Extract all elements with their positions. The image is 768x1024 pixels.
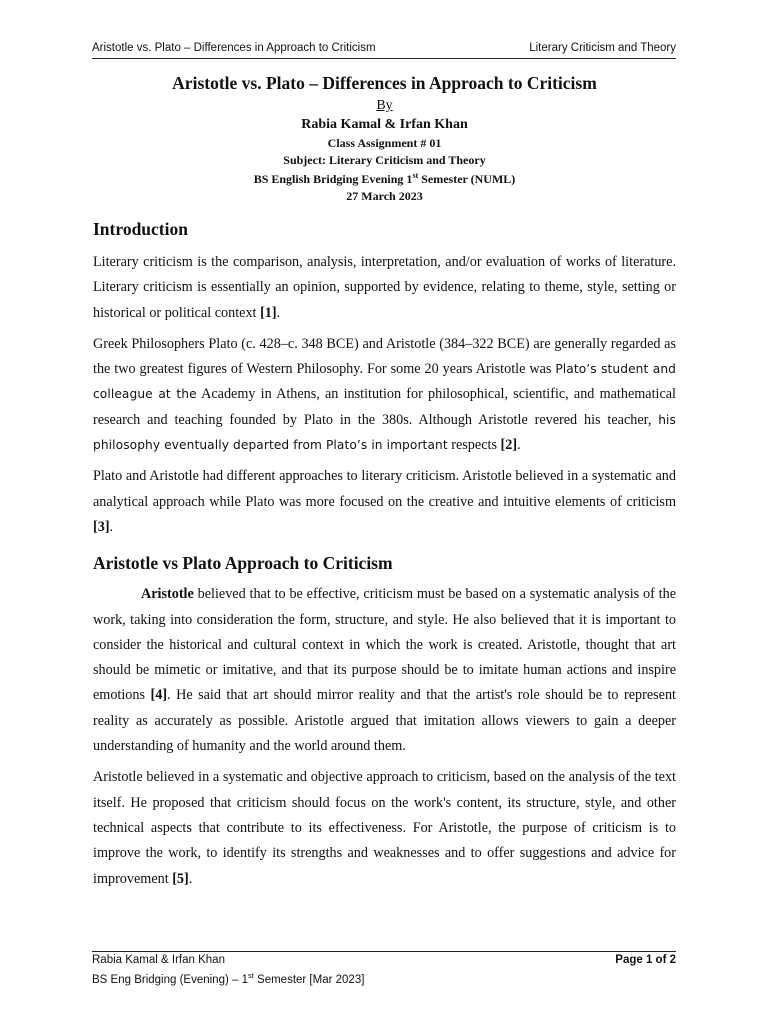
document-body (93, 68, 676, 892)
header-left-title: Aristotle vs. Plato – Differences in Approach to Criticism (92, 42, 376, 54)
approach-paragraph-1: Aristotle believed that to be effective, criticism must be based on a systematic analysis of the work, taking into consideration the form, structure, and style. He also believed that it is important to consider the historical and cultural context in which the work is created. Aristotle, thought that art should be mimetic or imitative, and that its purpose should be to imitate human actions and inspire emotions [4]. He said that art should mirror reality and that the artist's role should be to represent reality as accurately as possible. Aristotle argued that imitation allows viewers to gain a deeper understanding of humanity and the world around them. (93, 586, 676, 755)
approach-paragraph-2: Aristotle believed in a systematic and objective approach to criticism, based on the analysis of the text itself. He proposed that criticism should focus on the work's content, its structure, style, and other technical aspects that contribute to its effectiveness. For Aristotle, the purpose of criticism is to improve the work, to identify its strengths and weaknesses and to offer suggestions and advice for improvement [5]. (93, 769, 676, 887)
assignment-number: Class Assignment # 01 (327, 136, 442, 150)
citation-2: [2] (500, 437, 518, 454)
intro-heading: Introduction (93, 219, 188, 239)
citation-3: [3] (93, 518, 110, 535)
header-divider (92, 58, 676, 59)
footer-program: BS Eng Bridging (Evening) – 1st Semester [Mar 2023] (92, 971, 365, 986)
intro-paragraph-3: Plato and Aristotle had different approaches to literary criticism. Aristotle believed in a systematic and analytical approach while Plato was more focused on the creative and intuitive elements of criticism [3]. (93, 468, 676, 535)
citation-1: [1] (260, 304, 277, 321)
page-number: Page 1 of 2 (615, 954, 676, 966)
authors: Rabia Kamal & Irfan Khan (301, 117, 468, 132)
program-line: BS English Bridging Evening 1st Semester (NUML) (253, 171, 516, 186)
header-right-subject: Literary Criticism and Theory (529, 42, 676, 54)
page-header (92, 40, 676, 58)
by-line: By (376, 98, 393, 113)
date-line: 27 March 2023 (346, 188, 423, 203)
citation-4: [4] (150, 687, 168, 704)
citation-5: [5] (172, 870, 189, 887)
subject-line: Subject: Literary Criticism and Theory (283, 152, 486, 167)
footer-authors: Rabia Kamal & Irfan Khan (92, 954, 225, 966)
intro-paragraph-2: Greek Philosophers Plato (c. 428–c. 348 BCE) and Aristotle (384–322 BCE) are generally regarded as the two greatest figures of Western Philosophy. For some 20 years Aristotle was Plato’s student and colleague at the Academy in Athens, an institution for philosophical, scientific, and mathematical research and teaching founded by Plato in the 380s. Although Aristotle revered his teacher, his philosophy eventually departed from Plato’s in important respects [2]. (93, 335, 676, 454)
page-footer (92, 953, 676, 988)
section-heading-approach: Aristotle vs Plato Approach to Criticism (93, 553, 393, 574)
footer-divider (92, 951, 676, 952)
document-title: Aristotle vs. Plato – Differences in Approach to Criticism (172, 73, 597, 93)
intro-paragraph-1: Literary criticism is the comparison, analysis, interpretation, and/or evaluation of works of literature. Literary criticism is essentially an opinion, supported by evidence, relating to theme, style, setting or historical or political context [1]. (93, 254, 676, 321)
